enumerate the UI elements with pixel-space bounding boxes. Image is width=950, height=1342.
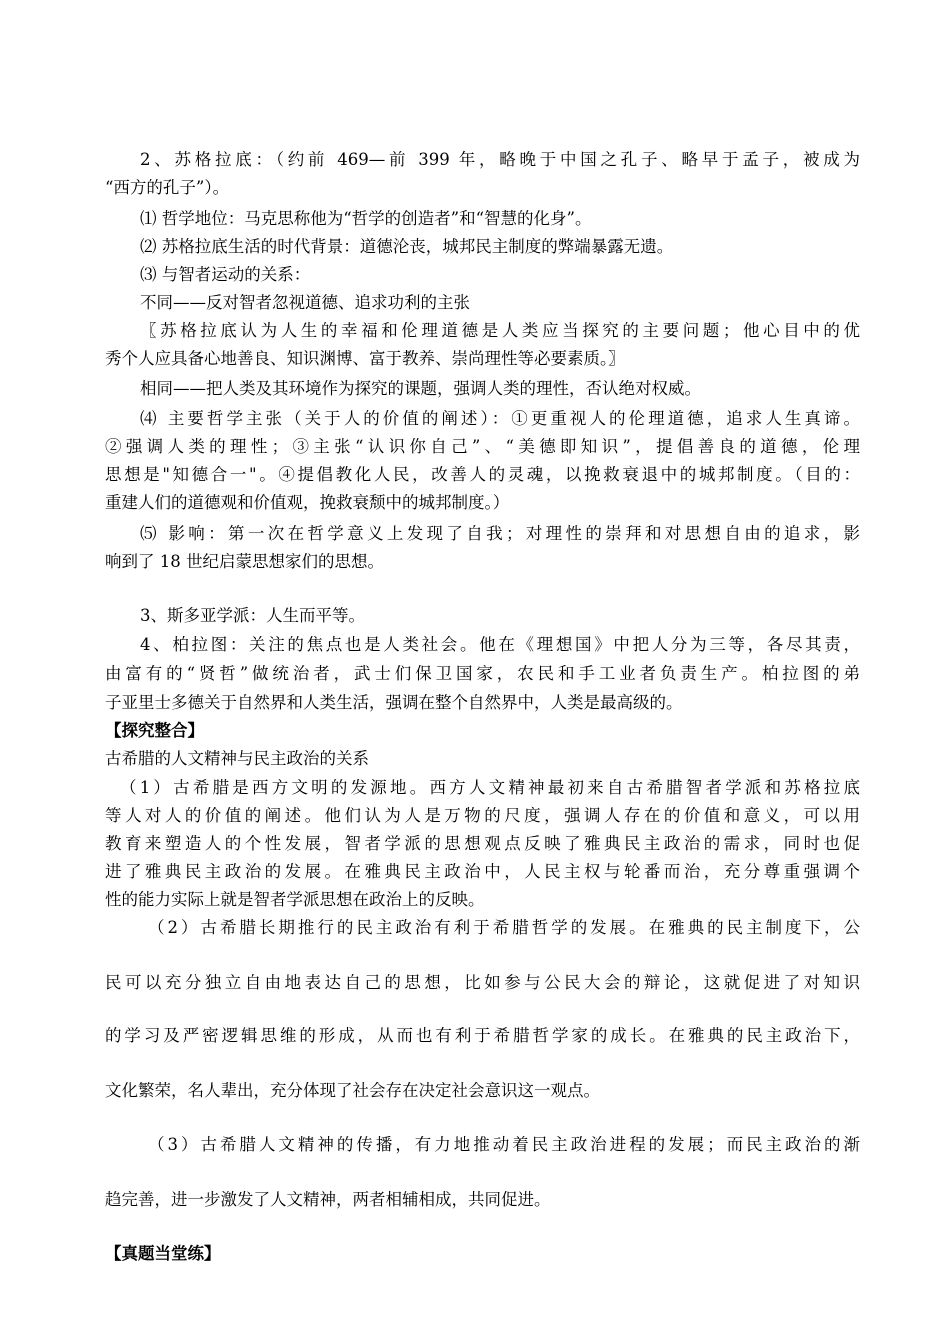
stoic-line: 3、斯多亚学派：人生而平等。 <box>140 606 365 625</box>
explore-paragraph-1: 进了雅典民主政治的发展。在雅典民主政治中，人民主权与轮番而治，充分尊重强调个 <box>105 862 860 881</box>
explore-paragraph-2: 民可以充分独立自由地表达自己的思想，比如参与公民大会的辩论，这就促进了对知识 <box>105 973 860 992</box>
socrates-difference: 不同——反对智者忽视道德、追求功利的主张 <box>140 293 470 312</box>
socrates-item-5: 响到了 18 世纪启蒙思想家们的思想。 <box>105 552 384 571</box>
socrates-item-5: ⑸ 影响：第一次在哲学意义上发现了自我；对理性的崇拜和对思想自由的追求，影 <box>140 524 860 543</box>
socrates-item-4: 思想是"知德合一"。④提倡教化人民，改善人的灵魂，以挽救衰退中的城邦制度。（目的： <box>105 465 860 484</box>
socrates-similarity: 相同——把人类及其环境作为探究的课题，强调人类的理性，否认绝对权威。 <box>140 379 701 398</box>
socrates-title-line: “西方的孔子”）。 <box>105 178 230 197</box>
socrates-item-4: 重建人们的道德观和价值观，挽救衰颓中的城邦制度。） <box>105 493 510 512</box>
socrates-bracket-note: 秀个人应具备心地善良、知识渊博、富于教养、崇尚理性等必要素质。〗 <box>105 349 625 368</box>
socrates-item-3: ⑶ 与智者运动的关系： <box>140 265 311 284</box>
explore-paragraph-3: （3）古希腊人文精神的传播，有力地推动着民主政治进程的发展；而民主政治的渐 <box>148 1135 860 1154</box>
plato-line: 子亚里士多德关于自然界和人类生活，强调在整个自然界中，人类是最高级的。 <box>105 693 683 712</box>
socrates-bracket-note: 〖苏格拉底认为人生的幸福和伦理道德是人类应当探究的主要问题；他心目中的优 <box>140 321 860 340</box>
socrates-title-line: 2、苏格拉底：（约前 469—前 399 年，略晚于中国之孔子、略早于孟子，被成为 <box>140 150 860 169</box>
socrates-item-4: ⑷ 主要哲学主张（关于人的价值的阐述）：①更重视人的伦理道德，追求人生真谛。 <box>140 409 860 428</box>
explore-paragraph-1: 性的能力实际上就是智者学派思想在政治上的反映。 <box>105 890 485 909</box>
socrates-item-4: ②强调人类的理性；③主张“认识你自己”、“美德即知识”，提倡善良的道德，伦理 <box>105 437 860 456</box>
explore-subtitle: 古希腊的人文精神与民主政治的关系 <box>105 749 369 768</box>
practice-heading: 【真题当堂练】 <box>105 1244 221 1263</box>
socrates-item-1: ⑴ 哲学地位：马克思称他为“哲学的创造者”和“智慧的化身”。 <box>140 209 592 228</box>
explore-paragraph-2: 文化繁荣，名人辈出，充分体现了社会存在决定社会意识这一观点。 <box>105 1081 600 1100</box>
plato-line: 由富有的“贤哲”做统治者，武士们保卫国家，农民和手工业者负责生产。柏拉图的弟 <box>105 664 860 683</box>
explore-heading: 【探究整合】 <box>105 721 204 740</box>
explore-paragraph-1: 等人对人的价值的阐述。他们认为人是万物的尺度，强调人存在的价值和意义，可以用 <box>105 806 860 825</box>
explore-paragraph-1: （1）古希腊是西方文明的发源地。西方人文精神最初来自古希腊智者学派和苏格拉底 <box>120 778 860 797</box>
socrates-item-2: ⑵ 苏格拉底生活的时代背景：道德沦丧，城邦民主制度的弊端暴露无遗。 <box>140 237 674 256</box>
explore-paragraph-1: 教育来塑造人的个性发展，智者学派的思想观点反映了雅典民主政治的需求，同时也促 <box>105 834 860 853</box>
explore-paragraph-3: 趋完善，进一步激发了人文精神，两者相辅相成，共同促进。 <box>105 1190 551 1209</box>
explore-paragraph-2: （2）古希腊长期推行的民主政治有利于希腊哲学的发展。在雅典的民主制度下，公 <box>148 918 860 937</box>
plato-line: 4、柏拉图：关注的焦点也是人类社会。他在《理想国》中把人分为三等，各尽其责， <box>140 635 860 654</box>
explore-paragraph-2: 的学习及严密逻辑思维的形成，从而也有利于希腊哲学家的成长。在雅典的民主政治下， <box>105 1026 860 1045</box>
